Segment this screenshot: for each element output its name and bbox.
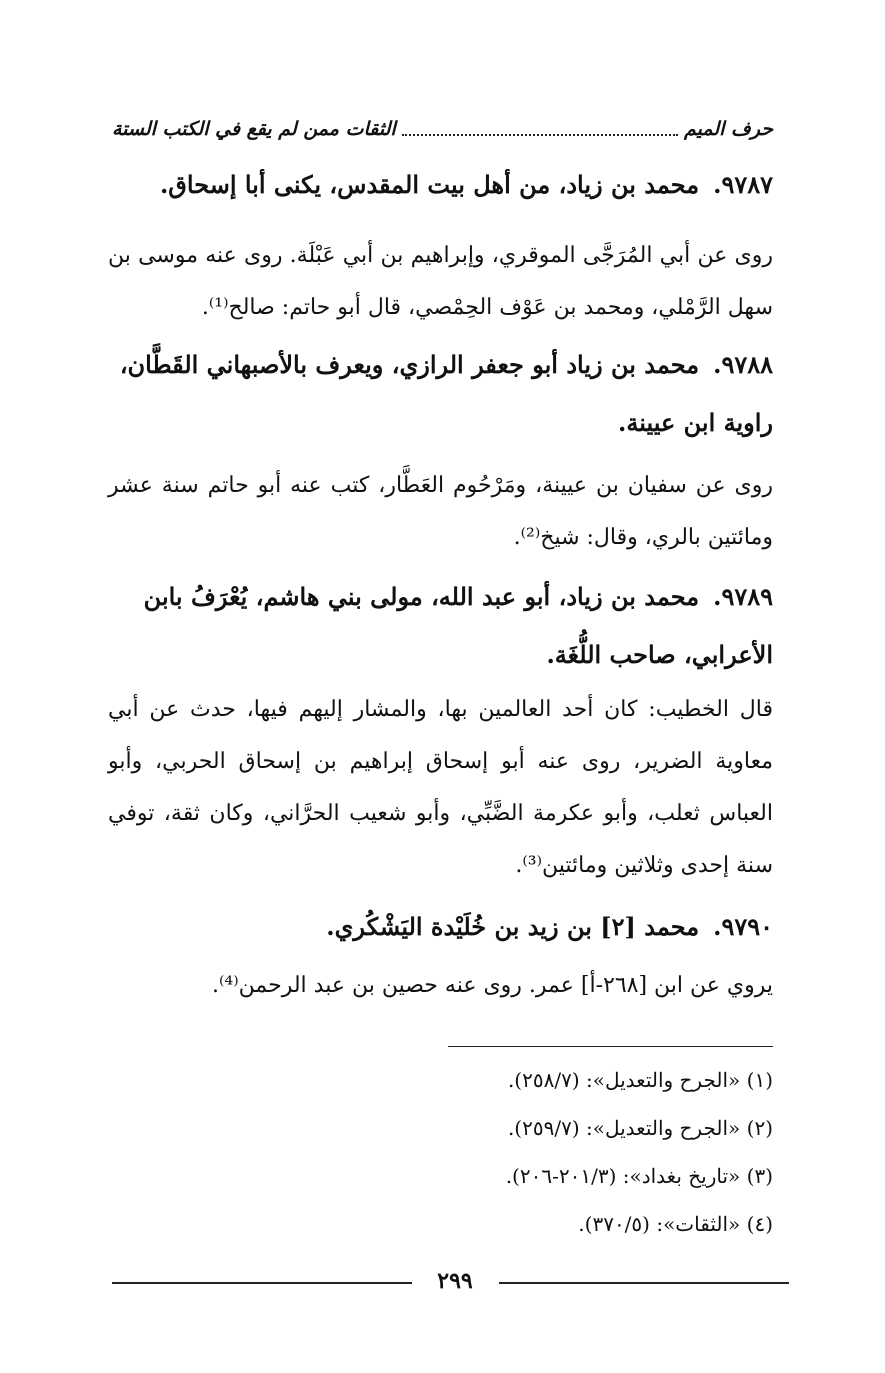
entry-title: محمد [٢] بن زيد بن خُلَيْدة اليَشْكُري.	[326, 912, 700, 941]
entry-body-9787: روى عن أبي المُرَجَّى الموقري، وإبراهيم بن أبي عَبْلَة. روى عنه موسى بن سهل الرَّمْلي، ومحمد بن عَوْف الحِمْصي، قال أبو حاتم: صالح⁽¹⁾.	[108, 243, 773, 320]
footnote-item: (٤) «الثقات»: (٣٧٠/٥).	[578, 1212, 773, 1236]
running-head-book-title: الثقات ممن لم يقع في الكتب الستة	[112, 118, 396, 140]
entry-number: ٩٧٩٠.	[713, 912, 773, 941]
entry-title: محمد بن زياد، أبو عبد الله، مولى بني هاشم، يُعْرَفُ بابن الأعرابي، صاحب اللُّغَة.	[143, 582, 773, 669]
entry-body-9788: روى عن سفيان بن عيينة، ومَرْحُوم العَطَّار، كتب عنه أبو حاتم سنة عشر ومائتين بالري، وقال: شيخ⁽²⁾.	[108, 473, 773, 550]
entry-title: محمد بن زياد أبو جعفر الرازي، ويعرف بالأصبهاني القَطَّان، راوية ابن عيينة.	[119, 350, 773, 437]
bottom-rule-right	[499, 1282, 789, 1284]
footnotes-list	[300, 1056, 773, 1248]
running-head-chapter: حرف الميم	[684, 118, 773, 140]
running-head-dot-leader	[402, 122, 678, 136]
entry-heading-9787	[108, 156, 773, 214]
footnote-separator	[448, 1046, 773, 1047]
entry-heading-9788	[108, 336, 773, 452]
entry-body-9790: يروي عن ابن [٢٦٨-أ] عمر. روى عنه حصين بن عبد الرحمن⁽⁴⁾.	[212, 973, 773, 998]
entry-body-9789: قال الخطيب: كان أحد العالمين بها، والمشار إليهم فيها، حدث عن أبي معاوية الضرير، روى عنه أبو إسحاق إبراهيم بن إسحاق الحربي، وأبو العباس ثعلب، وأبو عكرمة الضَّبِّي، وأبو شعيب الحرَّاني، وكان ثقة، توفي سنة إحدى وثلاثين ومائتين⁽³⁾.	[108, 697, 773, 878]
running-head	[112, 112, 773, 146]
entry-heading-9789	[108, 568, 773, 684]
entry-heading-9790	[108, 898, 773, 956]
entry-number: ٩٧٨٧.	[713, 170, 773, 199]
entry-title: محمد بن زياد، من أهل بيت المقدس، يكنى أبا إسحاق.	[159, 170, 700, 199]
footnote-item: (٣) «تاريخ بغداد»: (٢٠١/٣-٢٠٦).	[505, 1164, 773, 1188]
footnote-item: (١) «الجرح والتعديل»: (٢٥٨/٧).	[507, 1068, 773, 1092]
footnote-item: (٢) «الجرح والتعديل»: (٢٥٩/٧).	[507, 1116, 773, 1140]
bottom-rule-left	[112, 1282, 412, 1284]
entry-number: ٩٧٨٨.	[713, 350, 773, 379]
entry-number: ٩٧٨٩.	[713, 582, 773, 611]
page-number: ٢٩٩	[437, 1268, 473, 1294]
